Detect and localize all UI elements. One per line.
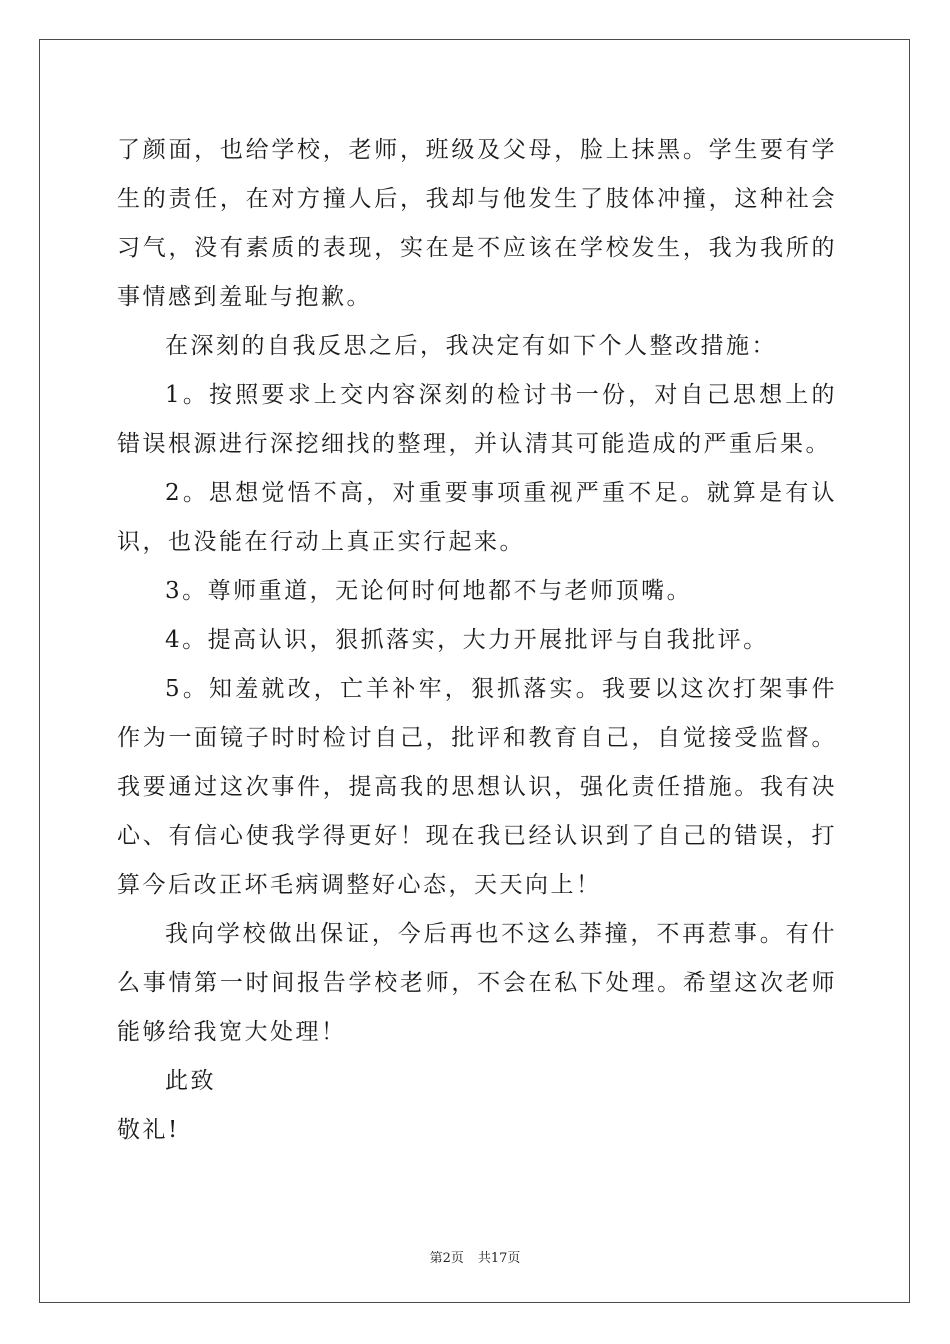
paragraph-1: 了颜面，也给学校，老师，班级及父母，脸上抹黑。学生要有学生的责任，在对方撞人后，我却与他发生了肢体冲撞，这种社会习气，没有素质的表现，实在是不应该在学校发生，我为我所的事情感到羞耻与抱歉。 [117, 137, 837, 310]
closing-salutation: 此致 [165, 1068, 216, 1094]
paragraph-5: 3。尊师重道，无论何时何地都不与老师顶嘴。 [165, 578, 693, 604]
paragraph-2: 在深刻的自我反思之后，我决定有如下个人整改措施： [165, 333, 777, 359]
paragraph-7: 5。知羞就改，亡羊补牢，狠抓落实。我要以这次打架事件作为一面镜子时时检讨自己，批评和教育自己，自觉接受监督。我要通过这次事件，提高我的思想认识，强化责任措施。我有决心、有信心使我学得更好！现在我已经认识到了自己的错误，打算今后改正坏毛病调整好心态，天天向上！ [117, 676, 837, 898]
paragraph-6: 4。提高认识，狠抓落实，大力开展批评与自我批评。 [165, 627, 769, 653]
page-number: 第2页 [429, 1251, 464, 1266]
page-total: 共17页 [477, 1251, 521, 1266]
page-footer [0, 1247, 950, 1266]
paragraph-8: 我向学校做出保证，今后再也不这么莽撞，不再惹事。有什么事情第一时间报告学校老师，不会在私下处理。希望这次老师能够给我宽大处理！ [117, 921, 837, 1045]
closing-regards: 敬礼! [117, 1117, 180, 1143]
document-body [117, 126, 837, 1155]
paragraph-3: 1。按照要求上交内容深刻的检讨书一份，对自己思想上的错误根源进行深挖细找的整理，并认清其可能造成的严重后果。 [117, 382, 837, 457]
paragraph-4: 2。思想觉悟不高，对重要事项重视严重不足。就算是有认识，也没能在行动上真正实行起来。 [117, 480, 837, 555]
